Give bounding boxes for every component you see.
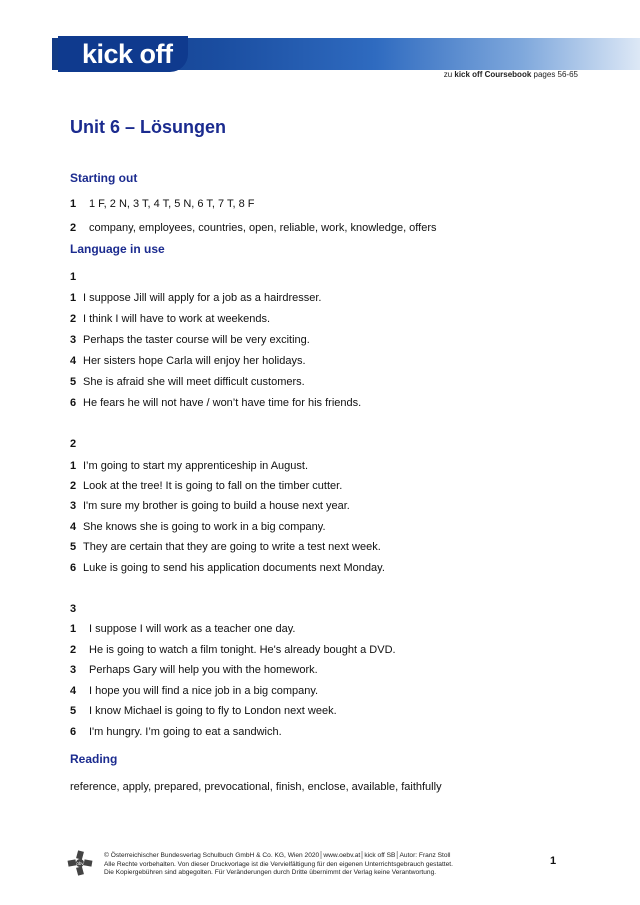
list-item: 3 I'm sure my brother is going to build a house next year. xyxy=(70,500,350,512)
list-item: 1 I suppose I will work as a teacher one day. xyxy=(70,623,296,635)
copyright-footer: © Österreichischer Bundesverlag Schulbuch GmbH & Co. KG, Wien 2020│www.oebv.at│kick off SB│Autor: Franz Stoll Alle Rechte vorbehalten. Von dieser Druckvorlage ist die Vervielfältigung für den eigenen Unterrichtsgebrauch gestattet. Die Kopiergebühren sind abgegolten. Für Veränderungen durch Dritte übernimmt der Verlag keine Verantwortung. xyxy=(104,852,453,877)
reading-heading: Reading xyxy=(70,752,118,766)
exercise-number: 3 xyxy=(70,603,77,615)
list-item: 2 He is going to watch a film tonight. He's already bought a DVD. xyxy=(70,644,396,656)
list-item: 4 Her sisters hope Carla will enjoy her holidays. xyxy=(70,355,306,367)
list-item: 6 I'm hungry. I’m going to eat a sandwich. xyxy=(70,726,282,738)
page-title: Unit 6 – Lösungen xyxy=(70,117,227,137)
starting-out-heading: Starting out xyxy=(70,171,138,185)
list-item: 5 They are certain that they are going to write a test next week. xyxy=(70,541,381,553)
list-item: 6 He fears he will not have / won’t have time for his friends. xyxy=(70,397,362,409)
list-item: 1 1 F, 2 N, 3 T, 4 T, 5 N, 6 T, 7 T, 8 F xyxy=(70,198,255,210)
page-number: 1 xyxy=(550,855,557,867)
list-item: 3 Perhaps Gary will help you with the homework. xyxy=(70,664,318,676)
coursebook-reference: zu kick off Coursebook pages 56-65 xyxy=(443,70,578,79)
language-in-use-heading: Language in use xyxy=(70,242,165,256)
list-item: 6 Luke is going to send his application documents next Monday. xyxy=(70,562,385,574)
list-item: 2 Look at the tree! It is going to fall on the timber cutter. xyxy=(70,480,343,492)
list-item: 1 I’m going to start my apprenticeship in August. xyxy=(70,460,309,472)
list-item: 2 I think I will have to work at weekends. xyxy=(70,313,271,325)
oebv-logo-icon xyxy=(67,850,93,876)
exercise-number: 2 xyxy=(70,438,77,450)
reading-answers: reference, apply, prepared, prevocational, finish, enclose, available, faithfully xyxy=(70,781,442,793)
list-item: 5 She is afraid she will meet difficult customers. xyxy=(70,376,305,388)
list-item: 1 I suppose Jill will apply for a job as a hairdresser. xyxy=(70,292,322,304)
list-item: 4 She knows she is going to work in a big company. xyxy=(70,521,326,533)
exercise-number: 1 xyxy=(70,271,77,283)
list-item: 2 company, employees, countries, open, reliable, work, knowledge, offers xyxy=(70,222,437,234)
list-item: 5 I know Michael is going to fly to London next week. xyxy=(70,705,337,717)
list-item: 3 Perhaps the taster course will be very exciting. xyxy=(70,334,310,346)
kick-off-logo: kick off xyxy=(82,39,173,69)
list-item: 4 I hope you will find a nice job in a big company. xyxy=(70,685,319,697)
svg-text:öbv: öbv xyxy=(76,861,84,866)
